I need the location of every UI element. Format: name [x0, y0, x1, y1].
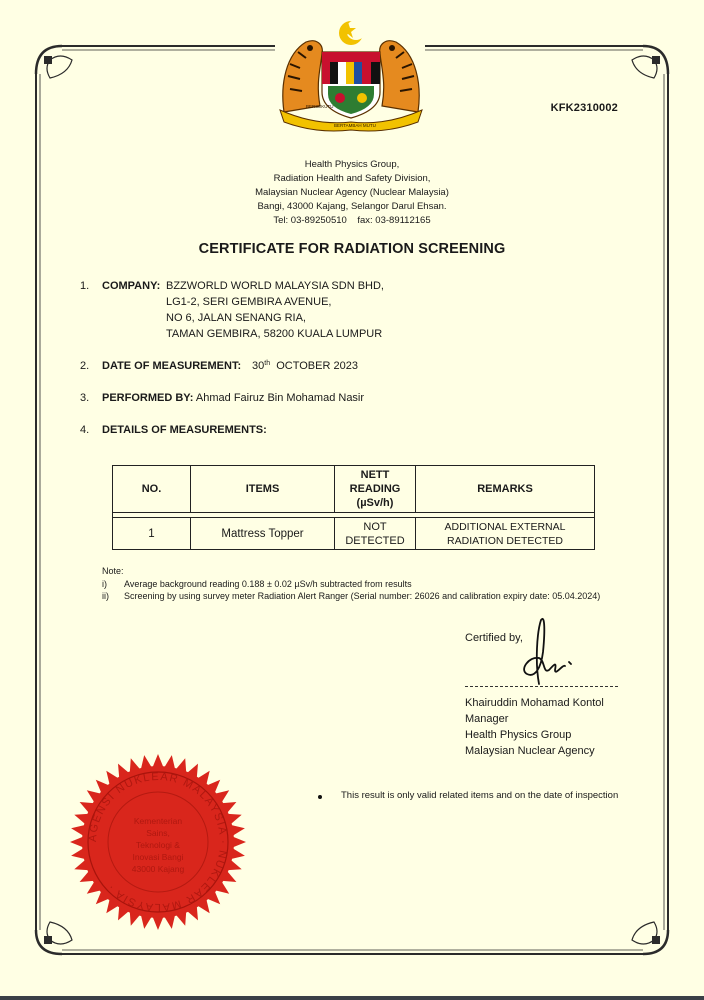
section-number: 1. — [80, 280, 90, 292]
svg-text:AGENSI NUKLEAR MALAYSIA · NUKL: AGENSI NUKLEAR MALAYSIA · NUKLEAR MALAYSIA · — [86, 770, 230, 914]
notes-heading: Note: — [102, 566, 124, 576]
issuer-line: Radiation Health and Safety Division, — [273, 173, 431, 184]
table-row — [113, 518, 595, 550]
performed-label: PERFORMED BY: — [102, 392, 194, 404]
company-name: BZZWORLD WORLD MALAYSIA SDN BHD, — [166, 280, 384, 292]
issuer-line: Bangi, 43000 Kajang, Selangor Darul Ehsan. — [257, 201, 447, 212]
company-section — [80, 278, 160, 294]
scan-bottom-edge — [0, 996, 704, 1000]
svg-text:Teknologi &: Teknologi & — [136, 840, 180, 850]
svg-text:Sains,: Sains, — [146, 828, 170, 838]
header-items: ITEMS — [191, 466, 335, 513]
signature-icon — [505, 612, 585, 692]
date-day: 30 — [252, 360, 265, 372]
svg-text:Kementerian: Kementerian — [133, 816, 183, 826]
issuer-line: Malaysian Nuclear Agency (Nuclear Malaysia) — [255, 187, 449, 198]
validity-note: This result is only valid related items and on the date of inspection — [341, 790, 619, 801]
svg-text:43000 Kajang: 43000 Kajang — [131, 864, 185, 874]
signatory-block — [465, 695, 604, 759]
svg-text:BERTAMBAH MUTU: BERTAMBAH MUTU — [334, 123, 376, 128]
date-label: DATE OF MEASUREMENT: — [102, 360, 242, 372]
signatory-name: Khairuddin Mohamad Kontol — [465, 697, 604, 709]
date-value — [252, 358, 358, 374]
table-header-row — [113, 466, 595, 513]
header-nett-reading: NETT READING (µSv/h) — [335, 466, 416, 513]
signatory-agency: Malaysian Nuclear Agency — [465, 745, 595, 757]
section-number: 4. — [80, 424, 90, 436]
header-remarks: REMARKS — [416, 466, 595, 513]
official-seal-icon — [68, 752, 248, 932]
notes — [102, 565, 625, 603]
measurements-table — [112, 465, 595, 550]
company-address-line: NO 6, JALAN SENANG RIA, — [166, 312, 306, 324]
svg-text:BERSEKUTU: BERSEKUTU — [306, 104, 334, 109]
performed-by-name: Ahmad Fairuz Bin Mohamad Nasir — [195, 392, 365, 404]
performed-section — [80, 390, 364, 406]
company-address-line: LG1-2, SERI GEMBIRA AVENUE, — [166, 296, 332, 308]
issuer-line: Tel: 03-89250510 fax: 03-89112165 — [273, 215, 431, 226]
note-item: ii) Screening by using survey meter Radiation Alert Ranger (Serial number: 26026 and calibration expiry date: 05.04.2024) — [102, 591, 601, 601]
date-section — [80, 358, 241, 374]
date-suffix: th — [264, 360, 271, 367]
document-number: KFK2310002 — [550, 102, 618, 114]
details-label: DETAILS OF MEASUREMENTS: — [102, 424, 267, 436]
certificate-title: CERTIFICATE FOR RADIATION SCREENING — [198, 241, 506, 257]
cell-no: 1 — [113, 518, 191, 550]
issuer-line: Health Physics Group, — [304, 159, 400, 170]
section-number: 2. — [80, 360, 90, 372]
svg-text:Inovasi Bangi: Inovasi Bangi — [132, 852, 184, 862]
company-label: COMPANY: — [102, 280, 161, 292]
bullet-icon — [318, 795, 322, 799]
issuer-address — [0, 158, 704, 228]
cell-item: Mattress Topper — [191, 518, 335, 550]
details-section — [80, 422, 267, 438]
signature-line — [465, 686, 618, 687]
date-month-year: OCTOBER 2023 — [276, 360, 358, 372]
malaysia-coat-of-arms-icon — [276, 14, 426, 132]
note-item: i) Average background reading 0.188 ± 0.02 µSv/h subtracted from results — [102, 578, 412, 589]
cell-remarks: ADDITIONAL EXTERNAL RADIATION DETECTED — [416, 518, 595, 550]
company-address-line: TAMAN GEMBIRA, 58200 KUALA LUMPUR — [166, 328, 383, 340]
cell-reading: NOT DETECTED — [335, 518, 416, 550]
section-number: 3. — [80, 392, 90, 404]
signatory-position: Manager — [465, 713, 509, 725]
signatory-group: Health Physics Group — [465, 729, 572, 741]
certified-by-label: Certified by, — [465, 632, 523, 644]
header-no: NO. — [113, 466, 191, 513]
